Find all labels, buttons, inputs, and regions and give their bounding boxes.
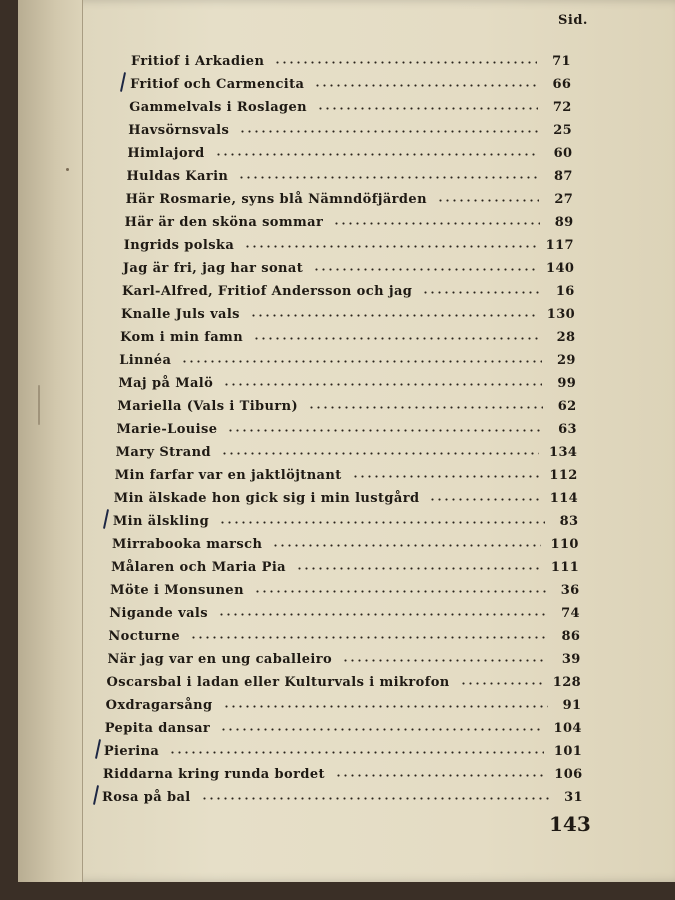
- toc-entry: [130, 70, 571, 92]
- toc-entry-page: 99: [557, 376, 577, 391]
- paper-crease: [38, 385, 40, 425]
- toc-entry-page: 91: [562, 698, 582, 713]
- page-gutter: [18, 0, 83, 882]
- toc-entry-page: 39: [561, 652, 581, 667]
- dot-leader: [169, 751, 544, 754]
- page-number: 143: [549, 812, 591, 836]
- toc-entry-page: 31: [564, 790, 583, 805]
- toc-entry: [104, 737, 582, 759]
- toc-entry-page: 110: [550, 537, 579, 552]
- toc-entry-title: Pepita dansar: [104, 721, 211, 736]
- toc-entry: [126, 185, 574, 207]
- dot-leader: [308, 406, 543, 409]
- toc-entry: [109, 599, 580, 621]
- toc-entry-page: 101: [553, 744, 583, 759]
- toc-entry-title: Rosa på bal: [102, 790, 191, 805]
- toc-entry-title: Himlajord: [127, 146, 205, 161]
- toc-entry: [112, 530, 579, 552]
- toc-entry-page: 74: [561, 606, 580, 621]
- toc-entry-title: Gammelvals i Roslagen: [129, 100, 308, 115]
- toc-entry-page: 134: [549, 445, 578, 460]
- toc-entry-page: 112: [549, 468, 578, 483]
- toc-entry: [111, 553, 579, 575]
- toc-entry: [125, 208, 574, 230]
- toc-entry-title: När jag var en ung caballeiro: [107, 652, 333, 667]
- toc-entry-title: Kom i min famn: [120, 330, 244, 345]
- toc-entry: [107, 645, 580, 667]
- dot-leader: [313, 268, 536, 271]
- toc-entry-page: 130: [546, 307, 576, 322]
- dot-leader: [296, 567, 541, 570]
- dot-leader: [317, 107, 538, 110]
- toc-entry: [122, 277, 575, 299]
- toc-entry-page: 106: [554, 767, 583, 782]
- dot-leader: [221, 452, 539, 455]
- dot-leader: [422, 291, 540, 294]
- paper-blemish: [66, 168, 69, 171]
- toc-entry-title: Karl-Alfred, Fritiof Andersson och jag: [121, 284, 413, 299]
- dot-leader: [333, 222, 539, 225]
- toc-entry: [117, 392, 576, 414]
- toc-entry-title: Knalle Juls vals: [121, 307, 240, 322]
- dot-leader: [181, 360, 542, 363]
- toc-entry-title: Maj på Malö: [118, 376, 214, 391]
- dot-leader: [352, 475, 540, 478]
- toc-entry-page: 36: [560, 583, 580, 598]
- toc-entry-title: Fritiof och Carmencita: [130, 77, 305, 92]
- toc-entry: [114, 484, 578, 506]
- toc-entry: [127, 139, 572, 161]
- toc-entry: [120, 323, 575, 345]
- toc-entry-title: Mirrabooka marsch: [111, 537, 263, 552]
- toc-entry: [128, 116, 572, 138]
- dot-leader: [190, 636, 546, 639]
- toc-entry: [116, 438, 578, 460]
- toc-entry: [121, 300, 575, 322]
- toc-entry: [102, 783, 583, 805]
- toc-entry: [117, 415, 578, 437]
- toc-entry-title: Fritiof i Arkadien: [131, 54, 265, 69]
- toc-entry-page: 89: [554, 215, 574, 230]
- toc-entry-title: Oscarsbal i ladan eller Kulturvals i mikrofon: [106, 675, 450, 690]
- toc-entry-title: Pierina: [103, 744, 160, 759]
- toc-entry-title: Riddarna kring runda bordet: [102, 767, 325, 782]
- toc-entry: [118, 369, 576, 391]
- toc-entry: [115, 461, 578, 483]
- toc-entry-title: Nigande vals: [109, 606, 208, 621]
- toc-entry-title: Här är den sköna sommar: [124, 215, 324, 230]
- toc-entry-title: Ingrids polska: [123, 238, 235, 253]
- dot-leader: [223, 383, 542, 386]
- toc-entry-title: Nocturne: [108, 629, 181, 644]
- toc-entry-title: Marie-Louise: [116, 422, 218, 437]
- toc-entry-page: 66: [552, 77, 572, 92]
- toc-entry-page: 128: [552, 675, 582, 690]
- toc-entry: [119, 346, 576, 368]
- toc-entry-title: Huldas Karin: [126, 169, 229, 184]
- dot-leader: [254, 590, 546, 593]
- toc-entry-title: Här Rosmarie, syns blå Nämndöfjärden: [125, 192, 427, 207]
- toc-entry-page: 86: [561, 629, 581, 644]
- toc-entry-page: 87: [553, 169, 573, 184]
- pen-tick-mark: [93, 785, 99, 805]
- toc-entry: [108, 622, 580, 644]
- toc-entry: [107, 668, 582, 690]
- toc-entry: [106, 691, 582, 713]
- page-column-header: Sid.: [558, 13, 588, 28]
- toc-entry-title: Målaren och Maria Pia: [111, 560, 286, 575]
- toc-entry-title: Min farfar var en jaktlöjtnant: [114, 468, 342, 483]
- toc-entry: [113, 507, 579, 529]
- toc-entry: [103, 760, 583, 782]
- toc-entry: [110, 576, 579, 598]
- toc-entry-page: 62: [557, 399, 577, 414]
- toc-entry-title: Min älskling: [112, 514, 210, 529]
- toc-entry-title: Mary Strand: [115, 445, 211, 460]
- dot-leader: [227, 429, 543, 432]
- toc-entry: [105, 714, 582, 736]
- dot-leader: [429, 498, 539, 501]
- toc-entry: [131, 47, 571, 69]
- toc-entry-page: 104: [553, 721, 582, 736]
- toc-entry: [126, 162, 572, 184]
- book-page: [18, 0, 675, 882]
- pen-tick-mark: [120, 72, 126, 92]
- dot-leader: [219, 521, 544, 524]
- toc-entry-page: 111: [550, 560, 580, 575]
- dot-leader: [460, 682, 543, 685]
- toc-entry-page: 63: [558, 422, 577, 437]
- toc-entry-title: Linnéa: [119, 353, 172, 368]
- dot-leader: [250, 314, 537, 317]
- toc-entry-title: Mariella (Vals i Tiburn): [117, 399, 299, 414]
- toc-entry-title: Möte i Monsunen: [110, 583, 244, 598]
- dot-leader: [342, 659, 547, 662]
- dot-leader: [201, 797, 549, 800]
- toc-entry-page: 16: [555, 284, 575, 299]
- dot-leader: [274, 61, 537, 64]
- toc-entry-title: Jag är fri, jag har sonat: [122, 261, 304, 276]
- dot-leader: [238, 176, 539, 179]
- dot-leader: [253, 337, 541, 340]
- toc-entry-title: Oxdragarsång: [105, 698, 213, 713]
- dot-leader: [215, 153, 539, 156]
- dot-leader: [335, 774, 544, 777]
- pen-tick-mark: [95, 739, 101, 759]
- dot-leader: [437, 199, 539, 202]
- dot-leader: [223, 705, 548, 708]
- dot-leader: [244, 245, 536, 248]
- dot-leader: [218, 613, 546, 616]
- toc-entry: [124, 231, 574, 253]
- toc-entry-title: Min älskade hon gick sig i min lustgård: [113, 491, 420, 506]
- toc-entry-page: 114: [549, 491, 579, 506]
- dot-leader: [272, 544, 540, 547]
- dot-leader: [314, 84, 537, 87]
- pen-tick-mark: [103, 509, 109, 529]
- toc-entry-page: 29: [556, 353, 576, 368]
- dot-leader: [220, 728, 543, 731]
- toc-entry-page: 60: [553, 146, 573, 161]
- toc-entry-page: 72: [552, 100, 572, 115]
- toc-entry-page: 28: [556, 330, 576, 345]
- toc-entry: [123, 254, 575, 276]
- toc-entry-page: 71: [552, 54, 571, 69]
- toc-entry-page: 140: [546, 261, 575, 276]
- toc-entry: [129, 93, 572, 115]
- toc-entry-page: 117: [545, 238, 574, 253]
- toc-entry-page: 25: [553, 123, 573, 138]
- dot-leader: [239, 130, 538, 133]
- toc-entry-title: Havsörnsvals: [128, 123, 230, 138]
- toc-entry-page: 27: [554, 192, 574, 207]
- toc-entry-page: 83: [559, 514, 579, 529]
